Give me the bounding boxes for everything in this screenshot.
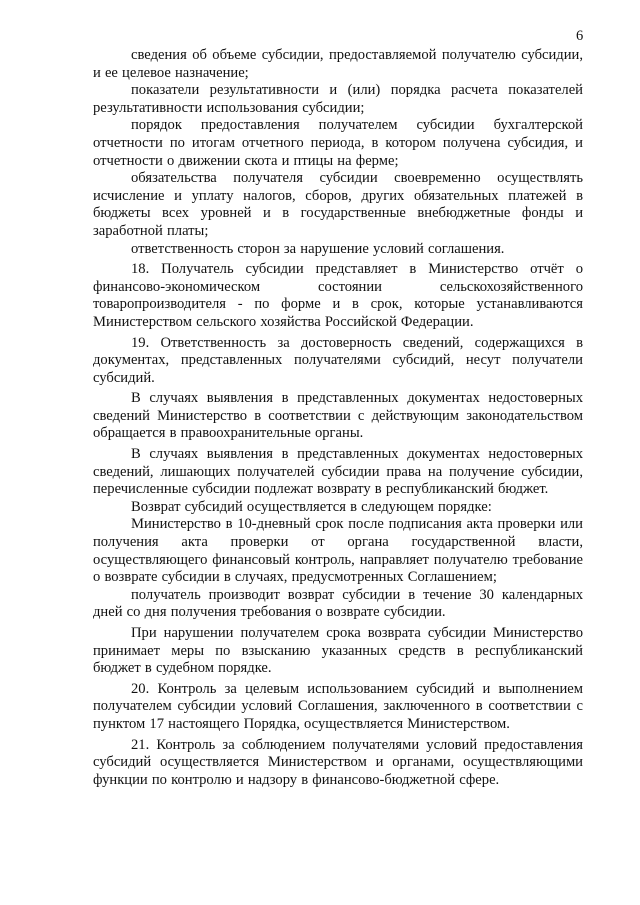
paragraph-19: 19. Ответственность за достоверность сведений, содержащихся в документах, представленных получателями субсидий, несут получатели субсидий. [93, 334, 583, 386]
paragraph-recipient-return: получатель производит возврат субсидии в течение 30 календарных дней со дня получения требования о возврате субсидии. [93, 586, 583, 621]
paragraph-subsidy-volume: сведения об объеме субсидии, предоставляемой получателю субсидии, и ее целевое назначение; [93, 47, 583, 81]
paragraph-unreliable-info-law: В случаях выявления в представленных документах недостоверных сведений Министерство в соответствии с действующим законодательством обращается в правоохранительные органы. [93, 390, 583, 442]
paragraph-tax-obligations: обязательства получателя субсидии своевременно осуществлять исчисление и уплату налогов, сборов, других обязательных платежей в бюджеты всех уровней и в государственные внебюджетные фонды и заработной платы; [93, 170, 583, 239]
paragraph-21: 21. Контроль за соблюдением получателями условий предоставления субсидий осуществляется Министерством и органами, осуществляющими функции по контролю и надзору в финансово-бюджетной сфере. [93, 736, 583, 788]
document-body [93, 47, 583, 789]
paragraph-parties-responsibility: ответственность сторон за нарушение условий соглашения. [131, 240, 505, 257]
paragraph-unreliable-info-return: В случаях выявления в представленных документах недостоверных сведений, лишающих получателей субсидии права на получение субсидии, перечисленные субсидии подлежат возврату в республиканский бюджет. [93, 446, 583, 498]
paragraph-reporting-procedure: порядок предоставления получателем субсидии бухгалтерской отчетности по итогам отчетного периода, в котором получена субсидия, и отчетности о движении скота и птицы на ферме; [93, 117, 583, 169]
paragraph-20: 20. Контроль за целевым использованием субсидий и выполнением получателем субсидии условий Соглашения, заключенного в соответствии с пунктом 17 настоящего Порядка, осуществляется Министерством. [93, 680, 583, 732]
paragraph-ministry-demand: Министерство в 10-дневный срок после подписания акта проверки или получения акта проверки от органа государственной власти, осуществляющего финансовый контроль, направляет получателю требование о возврате субсидии в случаях, предусмотренных Соглашением; [93, 516, 583, 586]
paragraph-performance-indicators: показатели результативности и (или) порядка расчета показателей результативности использования субсидии; [93, 82, 583, 116]
paragraph-return-procedure: Возврат субсидий осуществляется в следующем порядке: [131, 498, 492, 515]
paragraph-18: 18. Получатель субсидии представляет в Министерство отчёт о финансово-экономическом состоянии сельскохозяйственного товаропроизводителя - по форме и в срок, которые устанавливаются Министерством сельского хозяйства Российской Федерации. [93, 261, 583, 330]
page-number: 6 [576, 28, 584, 44]
paragraph-violation-measures: При нарушении получателем срока возврата субсидии Министерство принимает меры по взысканию указанных средств в республиканский бюджет в судебном порядке. [93, 625, 583, 677]
